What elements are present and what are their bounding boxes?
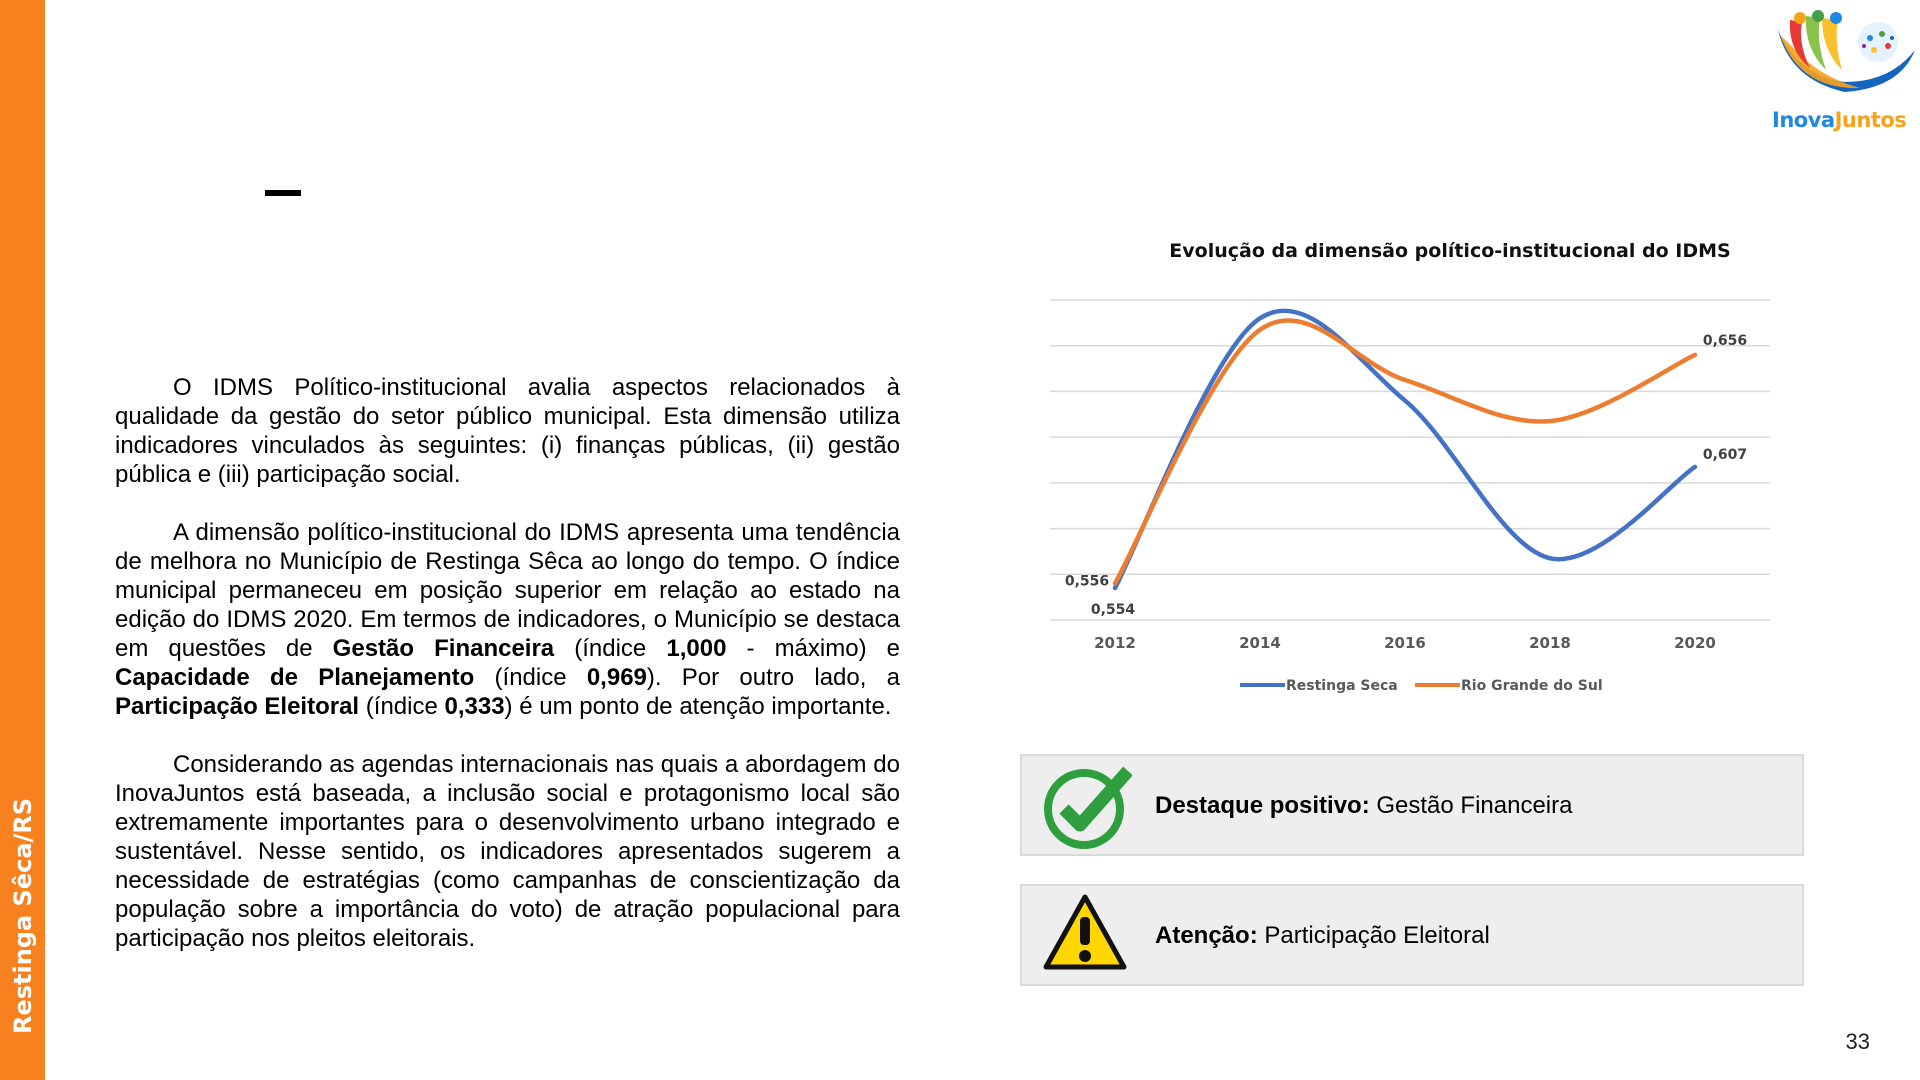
data-point	[1405, 380, 1406, 381]
data-point	[1260, 318, 1261, 319]
data-point	[1115, 583, 1116, 584]
logo-text-juntos: Juntos	[1834, 108, 1907, 132]
data-point	[1550, 421, 1551, 422]
series-line-restinga-seca	[1115, 311, 1695, 588]
sidebar	[0, 0, 45, 1080]
data-point	[1550, 558, 1551, 559]
line-chart	[1040, 290, 1800, 710]
value-capacidade-planejamento: 0,969	[586, 664, 647, 691]
highlight-capacidade-planejamento: Capacidade de Planejamento	[115, 664, 475, 691]
data-label: 0,607	[1702, 446, 1748, 463]
callout-attention-value: Participação Eleitoral	[1257, 922, 1490, 949]
x-tick-label: 2020	[1674, 634, 1716, 652]
x-tick-label: 2014	[1239, 634, 1281, 652]
data-label: 0,656	[1702, 332, 1748, 349]
series-line-rio-grande-do-sul	[1115, 320, 1695, 583]
sidebar-label: Restinga Sêca/RS	[9, 797, 37, 1034]
x-tick-label: 2016	[1384, 634, 1426, 652]
x-tick-label: 2018	[1529, 634, 1571, 652]
callout-positive	[1020, 754, 1804, 856]
data-label: 0,554	[1090, 602, 1136, 618]
callout-attention	[1020, 884, 1804, 986]
data-label: 0,556	[1064, 573, 1110, 590]
callout-positive-label: Destaque positivo:	[1155, 792, 1370, 819]
data-point	[1115, 588, 1116, 589]
x-tick-label: 2012	[1094, 634, 1136, 652]
title-dash	[265, 190, 301, 196]
checkmark-icon	[1042, 763, 1132, 851]
logo-text-inova: Inova	[1772, 108, 1835, 132]
paragraph-3: Considerando as agendas internacionais nas quais a abordagem do InovaJuntos está baseada, a inclusão social e protagonismo local são extremamente importantes para o desenvolvimento urbano integrado e sustentável. Nesse sentido, os indicadores apresentados sugerem a necessidade de estratégias (como campanhas de conscientização da população sobre a importância do voto) de atração populacional para participação nos pleitos eleitorais.	[115, 751, 900, 952]
logo-wordmark	[1772, 108, 1906, 132]
data-point	[1260, 329, 1261, 330]
chart-title: Evolução da dimensão político-institucional do IDMS	[1169, 240, 1731, 262]
legend-label: Rio Grande do Sul	[1461, 678, 1603, 694]
highlight-gestao-financeira: Gestão Financeira	[332, 635, 555, 662]
paragraph-1: O IDMS Político-institucional avalia aspectos relacionados à qualidade da gestão do setor público municipal. Esta dimensão utiliza indicadores vinculados às seguintes: (i) finanças públicas, (ii) gestão pública e (iii) participação social.	[115, 374, 900, 488]
highlight-participacao-eleitoral: Participação Eleitoral	[115, 693, 360, 720]
page-number: 33	[1845, 1029, 1870, 1054]
value-gestao-financeira: 1,000	[666, 635, 727, 662]
data-point	[1695, 466, 1696, 467]
warning-icon	[1042, 893, 1128, 973]
data-point	[1405, 400, 1406, 401]
body-text	[115, 373, 900, 982]
callout-attention-label: Atenção:	[1155, 922, 1258, 949]
inovajuntos-logo-icon	[1770, 10, 1920, 110]
value-participacao-eleitoral: 0,333	[444, 693, 505, 720]
paragraph-2: A dimensão político-institucional do IDMS apresenta uma tendência de melhora no Município de Restinga Sêca ao longo do tempo. O índice municipal permaneceu em posição superior em relação ao estado na edição do IDMS 2020. Em termos de indicadores, o Município se destaca em questões de Gestão Financeira (índice 1,000 - máximo) e Capacidade de Planejamento (índice 0,969). Por outro lado, a Participação Eleitoral (índice 0,333) é um ponto de atenção importante.	[115, 519, 900, 720]
data-point	[1695, 354, 1696, 355]
legend-label: Restinga Seca	[1286, 678, 1398, 694]
callout-positive-value: Gestão Financeira	[1369, 792, 1573, 819]
